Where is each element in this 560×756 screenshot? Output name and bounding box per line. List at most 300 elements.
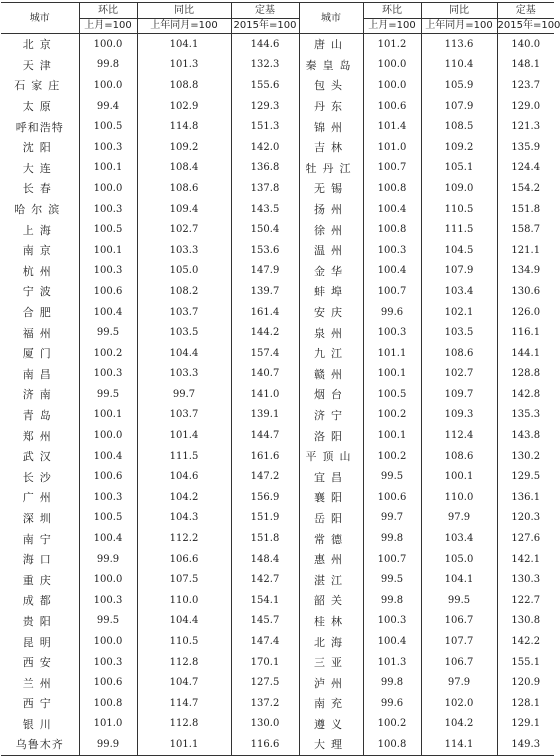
city-name: 北京 [22,38,57,52]
city-name: 呼和浩特 [15,120,64,134]
mom-value-right: 99.7 [363,508,421,529]
city-name-right: 九江 [299,343,363,364]
yoy-value-right: 100.1 [421,466,497,487]
city-name-right: 三亚 [299,652,363,673]
base-value: 137.2 [231,693,299,714]
table-row [1,652,554,673]
mom-value: 99.5 [79,384,137,405]
table-row [1,466,554,487]
yoy-value: 107.5 [137,569,231,590]
city-name: 西宁 [22,697,57,711]
base-value: 144.6 [231,34,299,55]
base-value-right: 130.2 [497,446,554,467]
city-name-right: 韶关 [299,590,363,611]
base-value: 154.1 [231,590,299,611]
mom-value: 100.4 [79,302,137,323]
city-name-right: 平顶山 [299,446,363,467]
city-name-right: 包头 [299,75,363,96]
mom-value-right: 100.7 [363,549,421,570]
table-body [1,34,554,756]
table-row [1,714,554,735]
yoy-value: 111.5 [137,446,231,467]
city-name: 兰州 [22,676,57,690]
city-name-right: 岳阳 [299,508,363,529]
city-name: 武汉 [22,450,57,464]
mom-value-right: 100.0 [363,75,421,96]
yoy-value-right: 109.7 [421,384,497,405]
base-value-right: 129.0 [497,96,554,117]
base-value: 161.4 [231,302,299,323]
table-row [1,384,554,405]
city-name-right: 无锡 [299,178,363,199]
yoy-value-right: 105.0 [421,549,497,570]
mom-value: 99.4 [79,96,137,117]
yoy-value-right: 107.7 [421,631,497,652]
city-name-right: 大理 [299,734,363,755]
mom-value-right: 101.3 [363,652,421,673]
city-name: 南昌 [22,367,57,381]
base-value-right: 120.9 [497,672,554,693]
table-row [1,590,554,611]
base-value: 144.7 [231,425,299,446]
yoy-value: 108.2 [137,281,231,302]
yoy-value-right: 112.4 [421,425,497,446]
city-name-right: 湛江 [299,569,363,590]
mom-value: 100.6 [79,672,137,693]
mom-value: 100.1 [79,158,137,179]
base-value: 145.7 [231,611,299,632]
base-value: 144.2 [231,322,299,343]
base-value: 139.7 [231,281,299,302]
mom-value-right: 99.5 [363,569,421,590]
base-value: 143.5 [231,199,299,220]
city-name-right: 泉州 [299,322,363,343]
yoy-value-right: 113.6 [421,34,497,55]
city-name: 贵阳 [22,614,57,628]
city-name: 上海 [22,223,57,237]
table-row [1,487,554,508]
yoy-value: 104.6 [137,466,231,487]
base-value-right: 123.7 [497,75,554,96]
base-value: 151.9 [231,508,299,529]
city-header-right: 城市 [299,3,363,34]
mom-value-right: 100.8 [363,219,421,240]
yoy-value: 104.4 [137,343,231,364]
yoy-value-right: 104.1 [421,569,497,590]
table-row [1,322,554,343]
base-value: 153.6 [231,240,299,261]
mom-subheader: 上月=100 [79,19,137,34]
yoy-value-right: 104.2 [421,714,497,735]
base-value: 142.0 [231,137,299,158]
base-value: 136.8 [231,158,299,179]
base-value: 127.5 [231,672,299,693]
base-value: 150.4 [231,219,299,240]
table-row [1,178,554,199]
mom-value: 99.9 [79,734,137,755]
yoy-value: 103.3 [137,240,231,261]
base-value-right: 116.1 [497,322,554,343]
city-name: 重庆 [22,573,57,587]
mom-value: 100.5 [79,508,137,529]
base-value-right: 158.7 [497,219,554,240]
yoy-value: 102.7 [137,219,231,240]
base-value: 151.8 [231,528,299,549]
mom-value: 100.0 [79,75,137,96]
city-name: 济南 [22,388,57,402]
base-value-right: 151.8 [497,199,554,220]
table-row [1,240,554,261]
yoy-value: 108.4 [137,158,231,179]
yoy-value: 108.8 [137,75,231,96]
mom-value-right: 100.4 [363,261,421,282]
mom-value: 101.0 [79,714,137,735]
yoy-value: 112.2 [137,528,231,549]
city-name: 宁波 [22,285,57,299]
yoy-value: 112.8 [137,652,231,673]
yoy-value: 109.2 [137,137,231,158]
yoy-value: 104.3 [137,508,231,529]
city-name: 海口 [22,553,57,567]
table-row [1,611,554,632]
table-row [1,672,554,693]
city-name: 郑州 [22,429,57,443]
base-value-right: 155.1 [497,652,554,673]
mom-value: 100.4 [79,446,137,467]
mom-value: 100.0 [79,569,137,590]
city-name-right: 襄阳 [299,487,363,508]
city-name-right: 蚌埠 [299,281,363,302]
mom-value-right: 100.0 [363,55,421,76]
mom-value: 100.6 [79,466,137,487]
mom-value: 99.5 [79,322,137,343]
yoy-value: 104.1 [137,34,231,55]
mom-value: 100.0 [79,34,137,55]
city-name-right: 北海 [299,631,363,652]
mom-value: 99.9 [79,549,137,570]
mom-value: 100.3 [79,590,137,611]
table-header [1,3,560,34]
table-row [1,425,554,446]
city-name-right: 惠州 [299,549,363,570]
city-name-right: 泸州 [299,672,363,693]
yoy-value-right: 105.1 [421,158,497,179]
mom-value-right: 100.1 [363,364,421,385]
city-name: 广州 [22,491,57,505]
yoy-header-right: 同比 [421,3,497,19]
mom-value: 100.0 [79,631,137,652]
city-name-right: 济宁 [299,405,363,426]
table-row [1,343,554,364]
mom-header: 环比 [79,3,137,19]
base-value-right: 128.1 [497,693,554,714]
base-value: 148.4 [231,549,299,570]
base-value-right: 154.2 [497,178,554,199]
table-row [1,528,554,549]
yoy-value: 103.7 [137,302,231,323]
base-value-right: 129.1 [497,714,554,735]
city-name: 厦门 [22,347,57,361]
table-row [1,508,554,529]
yoy-value-right: 99.5 [421,590,497,611]
base-value-right: 122.7 [497,590,554,611]
city-name: 太原 [22,100,57,114]
price-index-table [1,2,560,756]
yoy-value-right: 110.0 [421,487,497,508]
yoy-value-right: 103.4 [421,281,497,302]
yoy-value: 104.4 [137,611,231,632]
mom-value: 100.0 [79,178,137,199]
table-row [1,158,554,179]
base-value-right: 130.6 [497,281,554,302]
city-name: 沈阳 [22,141,57,155]
mom-value-right: 100.5 [363,384,421,405]
mom-value: 100.5 [79,116,137,137]
yoy-subheader-right: 上年同月=100 [421,19,497,34]
mom-value-right: 101.4 [363,116,421,137]
yoy-value-right: 104.5 [421,240,497,261]
city-name: 南京 [22,244,57,258]
table-row [1,55,554,76]
yoy-value: 106.6 [137,549,231,570]
mom-value-right: 100.6 [363,487,421,508]
mom-value-right: 100.1 [363,425,421,446]
table-row [1,693,554,714]
yoy-value-right: 109.0 [421,178,497,199]
base-value-right: 120.3 [497,508,554,529]
table-row [1,364,554,385]
base-header: 定基 [231,3,299,19]
mom-value: 100.3 [79,137,137,158]
city-name: 石家庄 [14,79,66,93]
mom-value-right: 100.2 [363,405,421,426]
city-name-right: 唐山 [299,34,363,55]
yoy-value-right: 97.9 [421,508,497,529]
city-header: 城市 [1,3,79,34]
yoy-header: 同比 [137,3,231,19]
mom-value-right: 100.3 [363,611,421,632]
city-name: 大连 [22,161,57,175]
city-name-right: 宜昌 [299,466,363,487]
base-value: 116.6 [231,734,299,755]
base-value: 170.1 [231,652,299,673]
city-name-right: 秦皇岛 [299,55,363,76]
city-name: 青岛 [22,408,57,422]
table-row [1,549,554,570]
mom-value: 100.3 [79,364,137,385]
base-value-right: 127.6 [497,528,554,549]
base-value-right: 121.3 [497,116,554,137]
base-value: 161.6 [231,446,299,467]
city-name: 成都 [22,594,57,608]
city-name-right: 金华 [299,261,363,282]
city-name: 天津 [22,58,57,72]
base-value: 151.3 [231,116,299,137]
city-name: 银川 [22,717,57,731]
base-value: 147.4 [231,631,299,652]
table-row [1,199,554,220]
city-name-right: 南充 [299,693,363,714]
table-row [1,446,554,467]
city-name: 昆明 [22,635,57,649]
city-name-right: 常德 [299,528,363,549]
base-value-right: 121.1 [497,240,554,261]
table-row [1,302,554,323]
yoy-value-right: 103.5 [421,322,497,343]
base-value-right: 136.1 [497,487,554,508]
yoy-value-right: 106.7 [421,652,497,673]
mom-value-right: 99.8 [363,528,421,549]
yoy-value: 114.8 [137,116,231,137]
mom-value-right: 99.6 [363,693,421,714]
table-row [1,96,554,117]
yoy-value-right: 108.6 [421,343,497,364]
city-name-right: 桂林 [299,611,363,632]
yoy-subheader: 上年同月=100 [137,19,231,34]
city-name-right: 徐州 [299,219,363,240]
base-value-right: 142.1 [497,549,554,570]
yoy-value-right: 97.9 [421,672,497,693]
base-value: 137.8 [231,178,299,199]
mom-value: 100.0 [79,425,137,446]
yoy-value: 103.3 [137,364,231,385]
city-name-right: 洛阳 [299,425,363,446]
base-value-right: 135.9 [497,137,554,158]
yoy-value-right: 111.5 [421,219,497,240]
base-value-right: 143.8 [497,425,554,446]
mom-value-right: 101.0 [363,137,421,158]
table-row [1,219,554,240]
mom-value: 99.5 [79,611,137,632]
city-name: 深圳 [22,511,57,525]
yoy-value: 109.4 [137,199,231,220]
base-value-right: 126.0 [497,302,554,323]
yoy-value: 104.2 [137,487,231,508]
city-name-right: 遵义 [299,714,363,735]
mom-value: 100.3 [79,487,137,508]
yoy-value-right: 107.9 [421,96,497,117]
yoy-value: 112.8 [137,714,231,735]
base-header-right: 定基 [497,3,554,19]
mom-value-right: 101.2 [363,34,421,55]
mom-value-right: 100.3 [363,322,421,343]
base-value: 130.0 [231,714,299,735]
yoy-value: 101.3 [137,55,231,76]
yoy-value-right: 108.5 [421,116,497,137]
city-name-right: 烟台 [299,384,363,405]
mom-value: 100.3 [79,199,137,220]
yoy-value-right: 107.9 [421,261,497,282]
mom-value-right: 99.8 [363,672,421,693]
mom-value-right: 99.6 [363,302,421,323]
mom-value: 100.3 [79,261,137,282]
base-value: 147.2 [231,466,299,487]
mom-value-right: 100.2 [363,714,421,735]
yoy-value: 102.9 [137,96,231,117]
city-name-right: 丹东 [299,96,363,117]
mom-value-right: 100.7 [363,158,421,179]
mom-value-right: 100.4 [363,631,421,652]
city-name-right: 赣州 [299,364,363,385]
city-name: 哈尔滨 [14,203,66,217]
table-row [1,631,554,652]
base-value-right: 144.1 [497,343,554,364]
mom-subheader-right: 上月=100 [363,19,421,34]
yoy-value-right: 102.7 [421,364,497,385]
base-value: 155.6 [231,75,299,96]
base-value-right: 142.2 [497,631,554,652]
yoy-value: 108.6 [137,178,231,199]
base-value-right: 140.0 [497,34,554,55]
city-name: 长沙 [22,470,57,484]
yoy-value-right: 114.1 [421,734,497,755]
mom-value: 100.2 [79,343,137,364]
base-value-right: 134.9 [497,261,554,282]
yoy-value: 105.0 [137,261,231,282]
yoy-value: 99.7 [137,384,231,405]
table-row [1,137,554,158]
mom-header-right: 环比 [363,3,421,19]
city-name: 杭州 [22,264,57,278]
yoy-value-right: 105.9 [421,75,497,96]
city-name: 福州 [22,326,57,340]
table-row [1,405,554,426]
yoy-value: 103.7 [137,405,231,426]
base-value: 157.4 [231,343,299,364]
city-name: 西安 [22,656,57,670]
yoy-value: 110.5 [137,631,231,652]
mom-value-right: 100.6 [363,96,421,117]
base-value: 142.7 [231,569,299,590]
table-row [1,261,554,282]
city-name-right: 牡丹江 [299,158,363,179]
base-value-right: 130.3 [497,569,554,590]
table-row [1,281,554,302]
yoy-value-right: 106.7 [421,611,497,632]
yoy-value-right: 109.2 [421,137,497,158]
city-name-right: 温州 [299,240,363,261]
mom-value-right: 100.2 [363,446,421,467]
base-value: 147.9 [231,261,299,282]
base-value-right: 130.8 [497,611,554,632]
city-name: 乌鲁木齐 [1,734,79,755]
yoy-value: 110.0 [137,590,231,611]
mom-value-right: 99.5 [363,466,421,487]
yoy-value: 114.7 [137,693,231,714]
base-value: 129.3 [231,96,299,117]
city-name-right: 扬州 [299,199,363,220]
base-value-right: 129.5 [497,466,554,487]
base-value-right: 124.4 [497,158,554,179]
city-name: 长春 [22,182,57,196]
mom-value: 100.3 [79,652,137,673]
base-value: 156.9 [231,487,299,508]
table-row [1,116,554,137]
base-value: 139.1 [231,405,299,426]
city-name-right: 安庆 [299,302,363,323]
mom-value-right: 99.8 [363,590,421,611]
city-name-right: 锦州 [299,116,363,137]
mom-value-right: 100.3 [363,240,421,261]
yoy-value-right: 108.6 [421,446,497,467]
yoy-value-right: 110.5 [421,199,497,220]
base-value-right: 142.8 [497,384,554,405]
mom-value: 100.6 [79,281,137,302]
yoy-value-right: 103.4 [421,528,497,549]
mom-value: 100.4 [79,528,137,549]
city-name: 南宁 [22,532,57,546]
yoy-value: 101.1 [137,734,231,755]
